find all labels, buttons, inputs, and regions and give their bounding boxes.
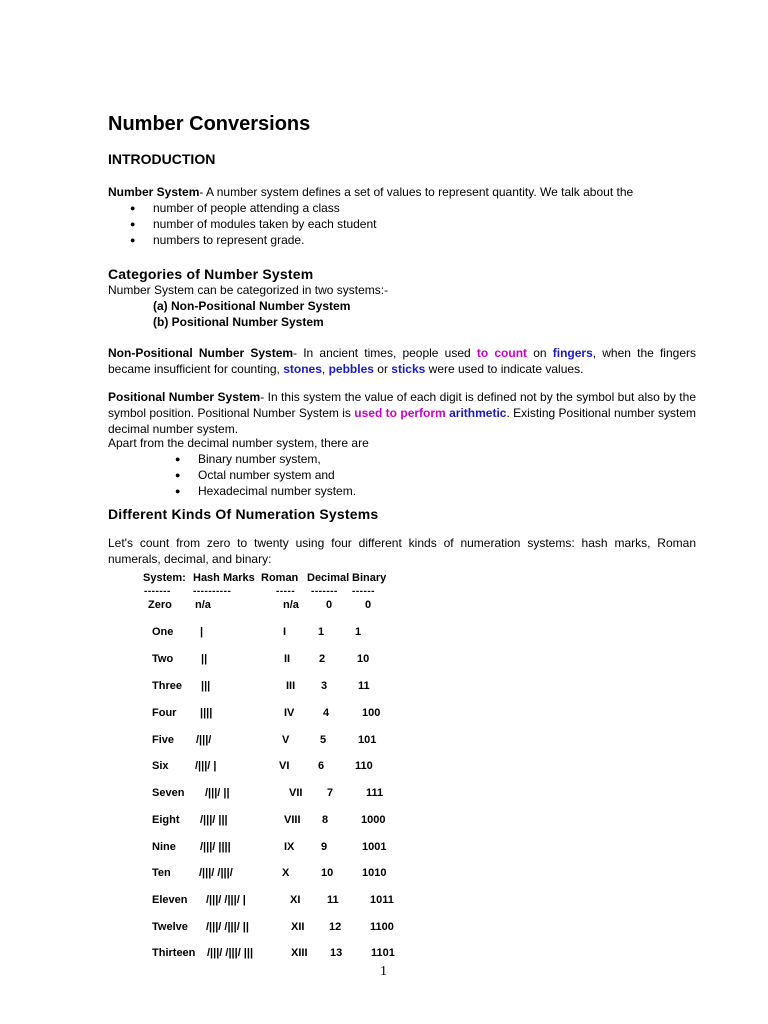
table-cell: Eight [152, 814, 180, 826]
table-cell: XIII [291, 947, 308, 959]
text-run: on [527, 346, 553, 360]
list-item-text: Octal number system and [198, 468, 335, 482]
highlight-text: stones [283, 362, 322, 376]
table-cell: 0 [326, 599, 333, 611]
bullet-icon: ● [175, 486, 181, 496]
table-cell: V [282, 734, 290, 746]
table-cell: Eleven [152, 894, 188, 906]
list-item-text: Binary number system, [198, 452, 321, 466]
table-cell: n/a [283, 599, 299, 611]
table-cell: /|||/ ||| [200, 814, 228, 826]
highlight-text: arithmetic [449, 406, 507, 420]
text-run: were used to indicate values. [425, 362, 584, 376]
non-positional-term: Non-Positional Number System [108, 346, 294, 360]
table-cell: 11 [358, 680, 370, 692]
categories-intro: Number System can be categorized in two systems:- [108, 283, 389, 297]
table-cell: 3 [321, 680, 328, 692]
text-run: - In ancient times, people used [293, 346, 477, 360]
table-header: System: [143, 572, 186, 584]
table-divider: ---------- [193, 586, 232, 597]
page-title: Number Conversions [108, 113, 311, 135]
table-cell: 6 [318, 760, 325, 772]
table-cell: 7 [327, 787, 334, 799]
table-cell: III [286, 680, 296, 692]
introduction-heading: INTRODUCTION [108, 151, 216, 167]
table-divider: ----- [276, 586, 296, 597]
table-cell: /|||/ /|||/ ||| [207, 947, 254, 959]
page-number: 1 [380, 964, 387, 979]
table-cell: Six [152, 760, 169, 772]
table-cell: /|||/ || [205, 787, 230, 799]
table-cell: 4 [323, 707, 330, 719]
table-cell: 2 [319, 653, 326, 665]
table-cell: 110 [355, 760, 373, 772]
number-system-term: Number System [108, 185, 200, 199]
list-item-text: number of modules taken by each student [153, 217, 377, 231]
table-cell: 1011 [370, 894, 394, 906]
table-cell: | [200, 626, 204, 638]
apart-text: Apart from the decimal number system, there are [108, 436, 369, 450]
bullet-icon: ● [175, 454, 181, 464]
table-cell: Seven [152, 787, 185, 799]
table-cell: |||| [200, 707, 213, 719]
table-cell: 1 [318, 626, 325, 638]
table-header: Roman [261, 572, 299, 584]
table-divider: ------ [352, 586, 375, 597]
table-cell: /|||/ |||| [200, 841, 231, 853]
table-cell: || [201, 653, 208, 665]
text-run: or [373, 362, 392, 376]
table-cell: VI [279, 760, 290, 772]
number-system-paragraph [108, 184, 633, 200]
table-cell: 12 [329, 921, 342, 933]
table-cell: Four [152, 707, 177, 719]
table-cell: Nine [152, 841, 176, 853]
table-cell: 0 [365, 599, 372, 611]
text-run: . Existing Positional number system decimal number system. [108, 406, 696, 436]
table-cell: /|||/ | [195, 760, 217, 772]
kinds-paragraph: Let's count from zero to twenty using four different kinds of numeration systems: hash marks, Roman numerals, decimal, and binary: [108, 536, 696, 566]
table-cell: Two [152, 653, 174, 665]
table-cell: 1101 [371, 947, 395, 959]
table-cell: Thirteen [152, 947, 196, 959]
category-item: (b) Positional Number System [153, 315, 324, 329]
non-positional-paragraph [108, 345, 696, 377]
table-cell: XI [290, 894, 301, 906]
list-item-text: Hexadecimal number system. [198, 484, 357, 498]
table-cell: X [282, 867, 290, 879]
bullet-icon: ● [130, 235, 136, 245]
table-cell: I [283, 626, 287, 638]
text-run: - In this system the value of each digit is defined not by the symbol but also by the symbol position. Positional Number System is [108, 390, 696, 420]
table-cell: ||| [201, 680, 211, 692]
highlight-text: fingers [552, 346, 593, 360]
positional-paragraph [108, 389, 696, 437]
table-cell: IV [284, 707, 295, 719]
table-cell: 13 [330, 947, 343, 959]
category-item: (a) Non-Positional Number System [153, 299, 351, 313]
number-system-text: - A number system defines a set of values to represent quantity. We talk about the [199, 185, 634, 199]
table-cell: 5 [320, 734, 327, 746]
bullet-icon: ● [175, 470, 181, 480]
highlight-text: pebbles [328, 362, 374, 376]
table-cell: IX [284, 841, 295, 853]
table-cell: 111 [366, 787, 384, 799]
table-header: Binary [352, 572, 387, 584]
bullet-icon: ● [130, 219, 136, 229]
bullet-icon: ● [130, 203, 136, 213]
highlight-text: to count [476, 346, 528, 360]
table-cell: 1100 [370, 921, 394, 933]
table-cell: XII [291, 921, 305, 933]
table-cell: 8 [322, 814, 329, 826]
table-divider: ------- [311, 586, 338, 597]
text-run: , when the fingers became insufficient for counting, [108, 346, 696, 376]
table-cell: Twelve [152, 921, 188, 933]
table-cell: VII [289, 787, 303, 799]
categories-heading: Categories of Number System [108, 266, 314, 282]
table-cell: 1000 [361, 814, 386, 826]
highlight-text: used to perform [354, 406, 446, 420]
table-cell: /|||/ /|||/ [199, 867, 233, 879]
table-cell: /|||/ [196, 734, 212, 746]
table-cell: Five [152, 734, 175, 746]
table-cell: Ten [152, 867, 171, 879]
table-divider: ------- [144, 586, 171, 597]
list-item-text: number of people attending a class [153, 201, 340, 215]
table-cell: 10 [321, 867, 334, 879]
table-cell: 10 [357, 653, 370, 665]
highlight-text: sticks [391, 362, 426, 376]
table-cell: 100 [362, 707, 381, 719]
table-cell: 1010 [362, 867, 387, 879]
table-cell: 1001 [362, 841, 387, 853]
table-header: Decimal [307, 572, 350, 584]
text-run: , [321, 362, 329, 376]
table-cell: II [284, 653, 291, 665]
table-cell: 9 [321, 841, 328, 853]
table-header: Hash Marks [193, 572, 255, 584]
table-cell: 1 [355, 626, 362, 638]
table-cell: /|||/ /|||/ | [206, 894, 246, 906]
positional-term: Positional Number System [108, 390, 261, 404]
table-cell: 11 [327, 894, 339, 906]
table-cell: /|||/ /|||/ || [206, 921, 249, 933]
kinds-heading: Different Kinds Of Numeration Systems [108, 506, 379, 522]
table-cell: n/a [195, 599, 211, 611]
table-cell: Zero [148, 599, 172, 611]
table-cell: One [152, 626, 174, 638]
table-cell: Three [152, 680, 182, 692]
table-cell: 101 [358, 734, 377, 746]
table-cell: VIII [284, 814, 301, 826]
list-item-text: numbers to represent grade. [153, 233, 305, 247]
